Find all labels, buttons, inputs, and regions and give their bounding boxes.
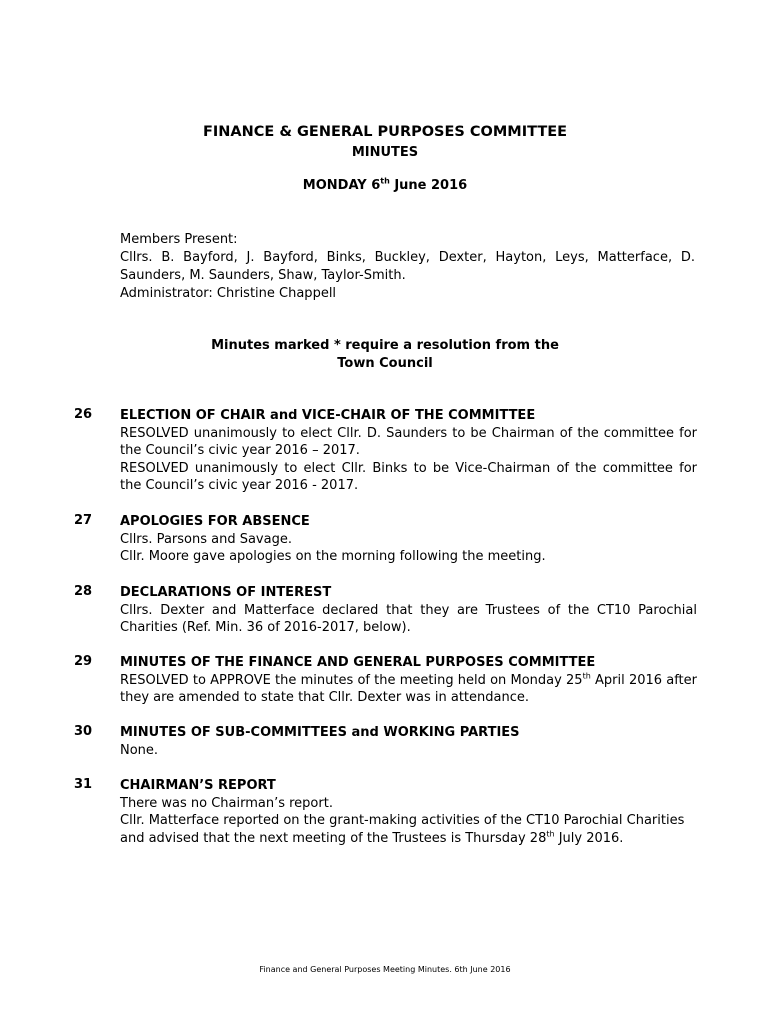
minute-body xyxy=(120,513,697,566)
minute-number: 31 xyxy=(74,777,93,792)
document-subtitle: MINUTES xyxy=(351,145,419,160)
minute-number: 26 xyxy=(74,407,93,422)
minute-text: There was no Chairman’s report. xyxy=(120,795,333,811)
members-list: Cllrs. B. Bayford, J. Bayford, Binks, Buckley, Dexter, Hayton, Leys, Matterface, D. Saunders, M. Saunders, Shaw, Taylor-Smith. xyxy=(120,250,695,283)
minute-text: RESOLVED unanimously to elect Cllr. D. Saunders to be Chairman of the committee for the Council’s civic year 2016 – 2017. xyxy=(120,425,697,458)
minute-number: 28 xyxy=(74,584,93,599)
administrator: Administrator: Christine Chappell xyxy=(120,286,337,301)
page-footer: Finance and General Purposes Meeting Minutes. 6th June 2016 xyxy=(259,965,511,974)
resolution-note-line1: Minutes marked * require a resolution from the xyxy=(211,338,559,353)
resolution-note xyxy=(0,337,770,373)
meeting-date xyxy=(0,178,770,193)
minute-title: MINUTES OF THE FINANCE AND GENERAL PURPOSES COMMITTEE xyxy=(120,655,596,670)
minute-text-part: July 2016. xyxy=(554,830,624,846)
date-text-end: June 2016 xyxy=(389,178,468,193)
minute-number: 27 xyxy=(74,513,93,528)
minute-title: ELECTION OF CHAIR and VICE-CHAIR OF THE COMMITTEE xyxy=(120,408,536,423)
minute-text-part: April 2016 after they are amended to state that Cllr. Dexter was in attendance. xyxy=(120,672,697,705)
minute-text: RESOLVED unanimously to elect Cllr. Binks to be Vice-Chairman of the committee for the Council’s civic year 2016 - 2017. xyxy=(120,460,697,493)
minute-superscript: th xyxy=(546,829,555,839)
minute-text xyxy=(120,812,697,847)
minute-title: CHAIRMAN’S REPORT xyxy=(120,778,276,793)
date-superscript: th xyxy=(380,176,390,186)
minute-text-part: RESOLVED to APPROVE the minutes of the meeting held on Monday 25 xyxy=(120,672,583,688)
minute-text: None. xyxy=(120,742,159,758)
date-text: MONDAY 6 xyxy=(302,178,381,193)
minute-title: MINUTES OF SUB-COMMITTEES and WORKING PARTIES xyxy=(120,725,520,740)
minute-text: Cllr. Moore gave apologies on the morning following the meeting. xyxy=(120,549,546,564)
minute-number: 30 xyxy=(74,724,93,739)
minute-body xyxy=(120,777,697,847)
resolution-note-line2: Town Council xyxy=(337,356,433,371)
minute-number: 29 xyxy=(74,654,93,669)
minute-body xyxy=(120,584,697,637)
document-title: FINANCE & GENERAL PURPOSES COMMITTEE xyxy=(202,124,568,140)
minute-superscript: th xyxy=(582,671,591,681)
minute-text-part: Cllr. Matterface reported on the grant-making activities of the CT10 Parochial Charities and advised that the next meeting of the Trustees is Thursday 28 xyxy=(120,813,685,846)
minute-text xyxy=(120,672,697,707)
minute-body xyxy=(120,654,697,707)
minute-title: DECLARATIONS OF INTEREST xyxy=(120,585,332,600)
minute-text: Cllrs. Parsons and Savage. xyxy=(120,531,292,547)
members-label: Members Present: xyxy=(120,232,238,247)
members-present xyxy=(120,231,695,303)
minute-body xyxy=(120,724,697,759)
minute-body xyxy=(120,407,697,495)
minute-text: Cllrs. Dexter and Matterface declared that they are Trustees of the CT10 Parochial Charities (Ref. Min. 36 of 2016-2017, below). xyxy=(120,602,697,635)
minute-title: APOLOGIES FOR ABSENCE xyxy=(120,514,310,529)
